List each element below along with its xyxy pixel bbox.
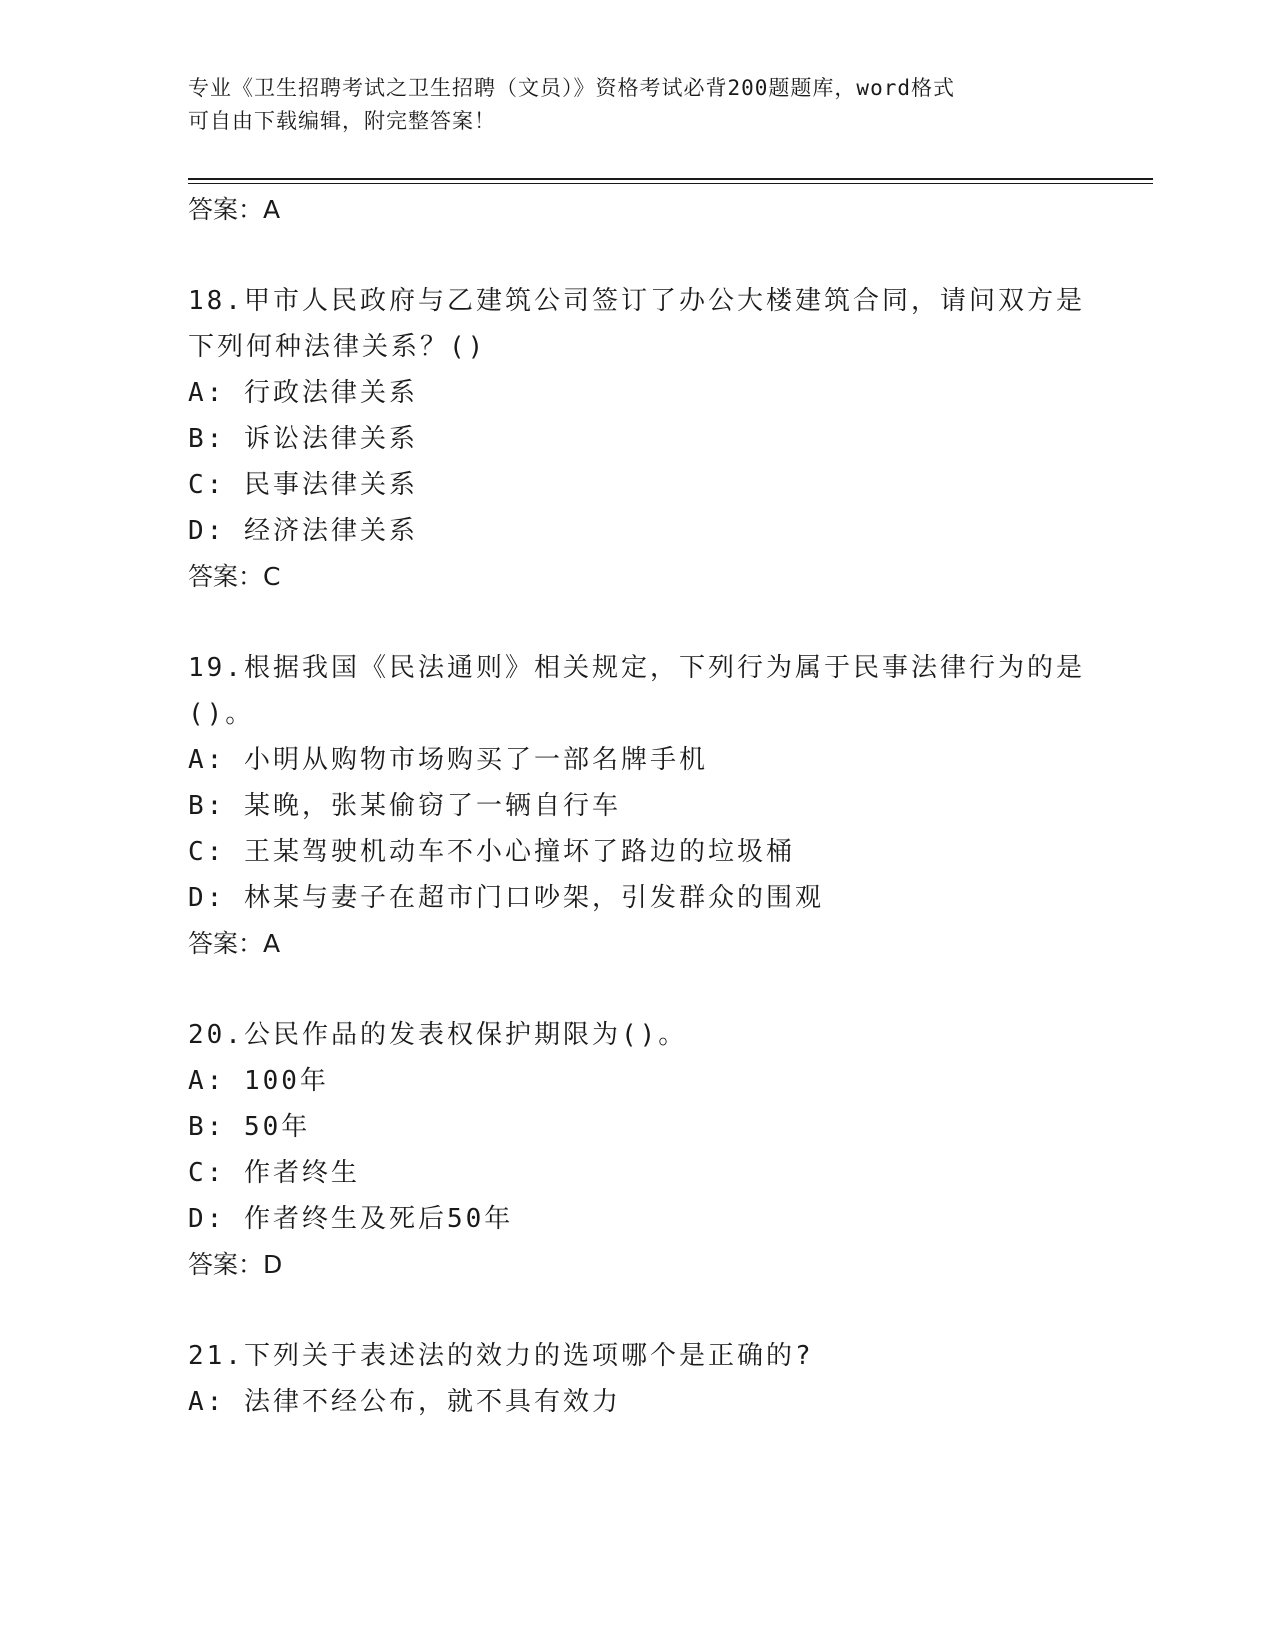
header-divider-thick [188,178,1153,180]
option-b: B: 某晚，张某偷窃了一辆自行车 [188,791,621,821]
question-text: 21.下列关于表述法的效力的选项哪个是正确的? [188,1341,814,1371]
header-line-2: 可自由下载编辑，附完整答案！ [188,109,496,133]
option-b: B: 50年 [188,1112,311,1142]
answer-label: 答案：C [188,562,281,591]
question-text: 20.公民作品的发表权保护期限为()。 [188,1020,688,1050]
option-c: C: 民事法律关系 [188,470,418,500]
question-19 [188,645,1148,967]
option-a: A: 100年 [188,1066,329,1096]
answer-label: 答案：A [188,195,281,224]
question-text: 19.根据我国《民法通则》相关规定，下列行为属于民事法律行为的是 [188,653,1085,683]
option-d: D: 作者终生及死后50年 [188,1204,514,1234]
option-c: C: 王某驾驶机动车不小心撞坏了路边的垃圾桶 [188,837,795,867]
header-line-1: 专业《卫生招聘考试之卫生招聘（文员）》资格考试必背200题题库，word格式 [188,76,955,100]
option-a: A: 法律不经公布，就不具有效力 [188,1387,621,1417]
question-18 [188,278,1148,600]
option-c: C: 作者终生 [188,1158,360,1188]
option-d: D: 经济法律关系 [188,516,418,546]
question-text: 18.甲市人民政府与乙建筑公司签订了办公大楼建筑合同，请问双方是 [188,286,1085,316]
option-d: D: 林某与妻子在超市门口吵架，引发群众的围观 [188,883,824,913]
question-list [188,187,1148,1425]
option-a: A: 行政法律关系 [188,378,418,408]
header-divider-thin [188,183,1153,184]
question-text: 下列何种法律关系？() [188,332,487,362]
question-20 [188,1012,1148,1288]
answer-label: 答案：A [188,929,281,958]
answer-label: 答案：D [188,1250,283,1279]
option-a: A: 小明从购物市场购买了一部名牌手机 [188,745,708,775]
question-text: ()。 [188,699,255,729]
option-b: B: 诉讼法律关系 [188,424,418,454]
document-header [188,72,1088,138]
question-21 [188,1333,1148,1425]
